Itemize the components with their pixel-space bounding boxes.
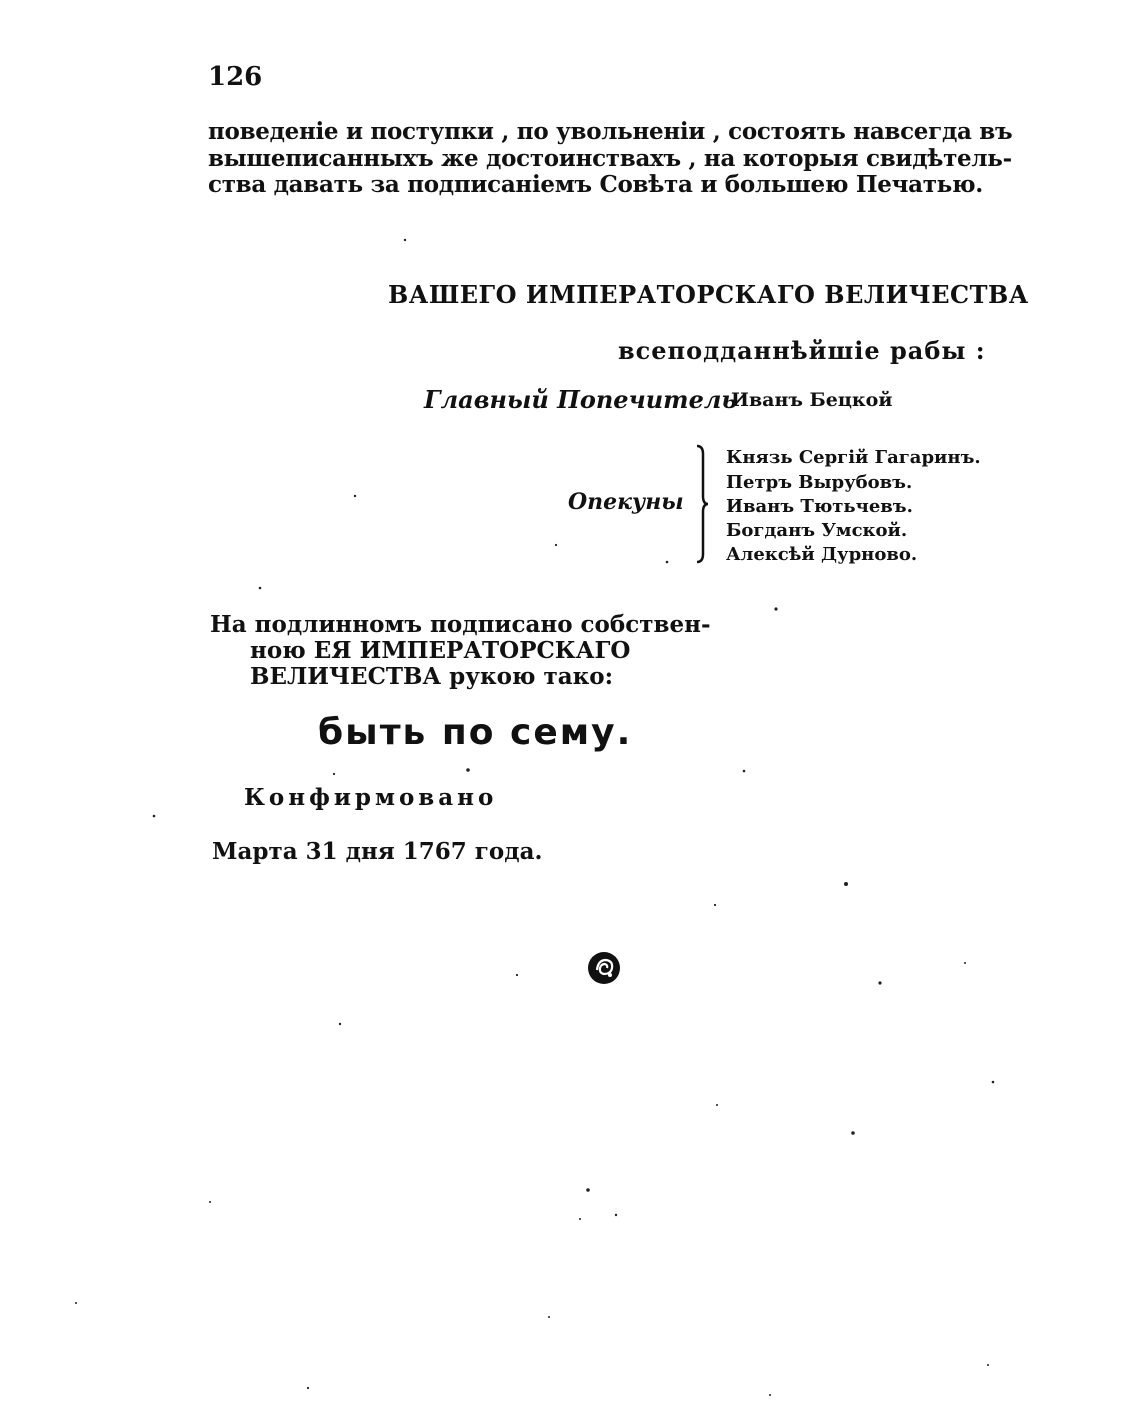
chief-guardian-name: Иванъ Бецкой (731, 389, 893, 411)
body-text-line-3: ства давать за подписаніемъ Совѣта и большею Печатью. (208, 171, 983, 198)
imperial-resolution: быть по сему. (318, 712, 633, 753)
guardian-name: Богданъ Умской. (726, 520, 908, 541)
body-text-line-2: вышеписанныхъ же достоинствахъ , на которыя свидѣтель- (208, 145, 1012, 172)
original-note-line-2: ною ЕЯ ИМПЕРАТОРСКАГО (250, 637, 631, 664)
guardians-title: Опекуны (568, 489, 684, 515)
confirmation-date: Марта 31 дня 1767 года. (212, 838, 543, 865)
page-number: 126 (208, 62, 263, 92)
guardian-name: Иванъ Тютьчевъ. (726, 496, 913, 517)
original-note-line-1: На подлинномъ подписано собствен- (210, 611, 711, 638)
guardian-name: Петръ Вырубовъ. (726, 472, 913, 493)
chief-guardian-title: Главный Попечитель (424, 385, 738, 414)
original-note-line-3: ВЕЛИЧЕСТВА рукою тако: (250, 663, 614, 690)
guardian-name: Алексѣй Дурново. (726, 544, 918, 565)
guardian-name: Князь Сергій Гагаринъ. (726, 447, 981, 468)
body-text-line-1: поведеніе и поступки , по увольненіи , состоять навсегда въ (208, 118, 1013, 145)
confirmed-label: Конфирмовано (244, 784, 498, 811)
subscription-line: всеподданнѣйшіе рабы : (618, 336, 986, 365)
addressee-heading: ВАШЕГО ИМПЕРАТОРСКАГО ВЕЛИЧЕСТВА (388, 280, 1029, 309)
